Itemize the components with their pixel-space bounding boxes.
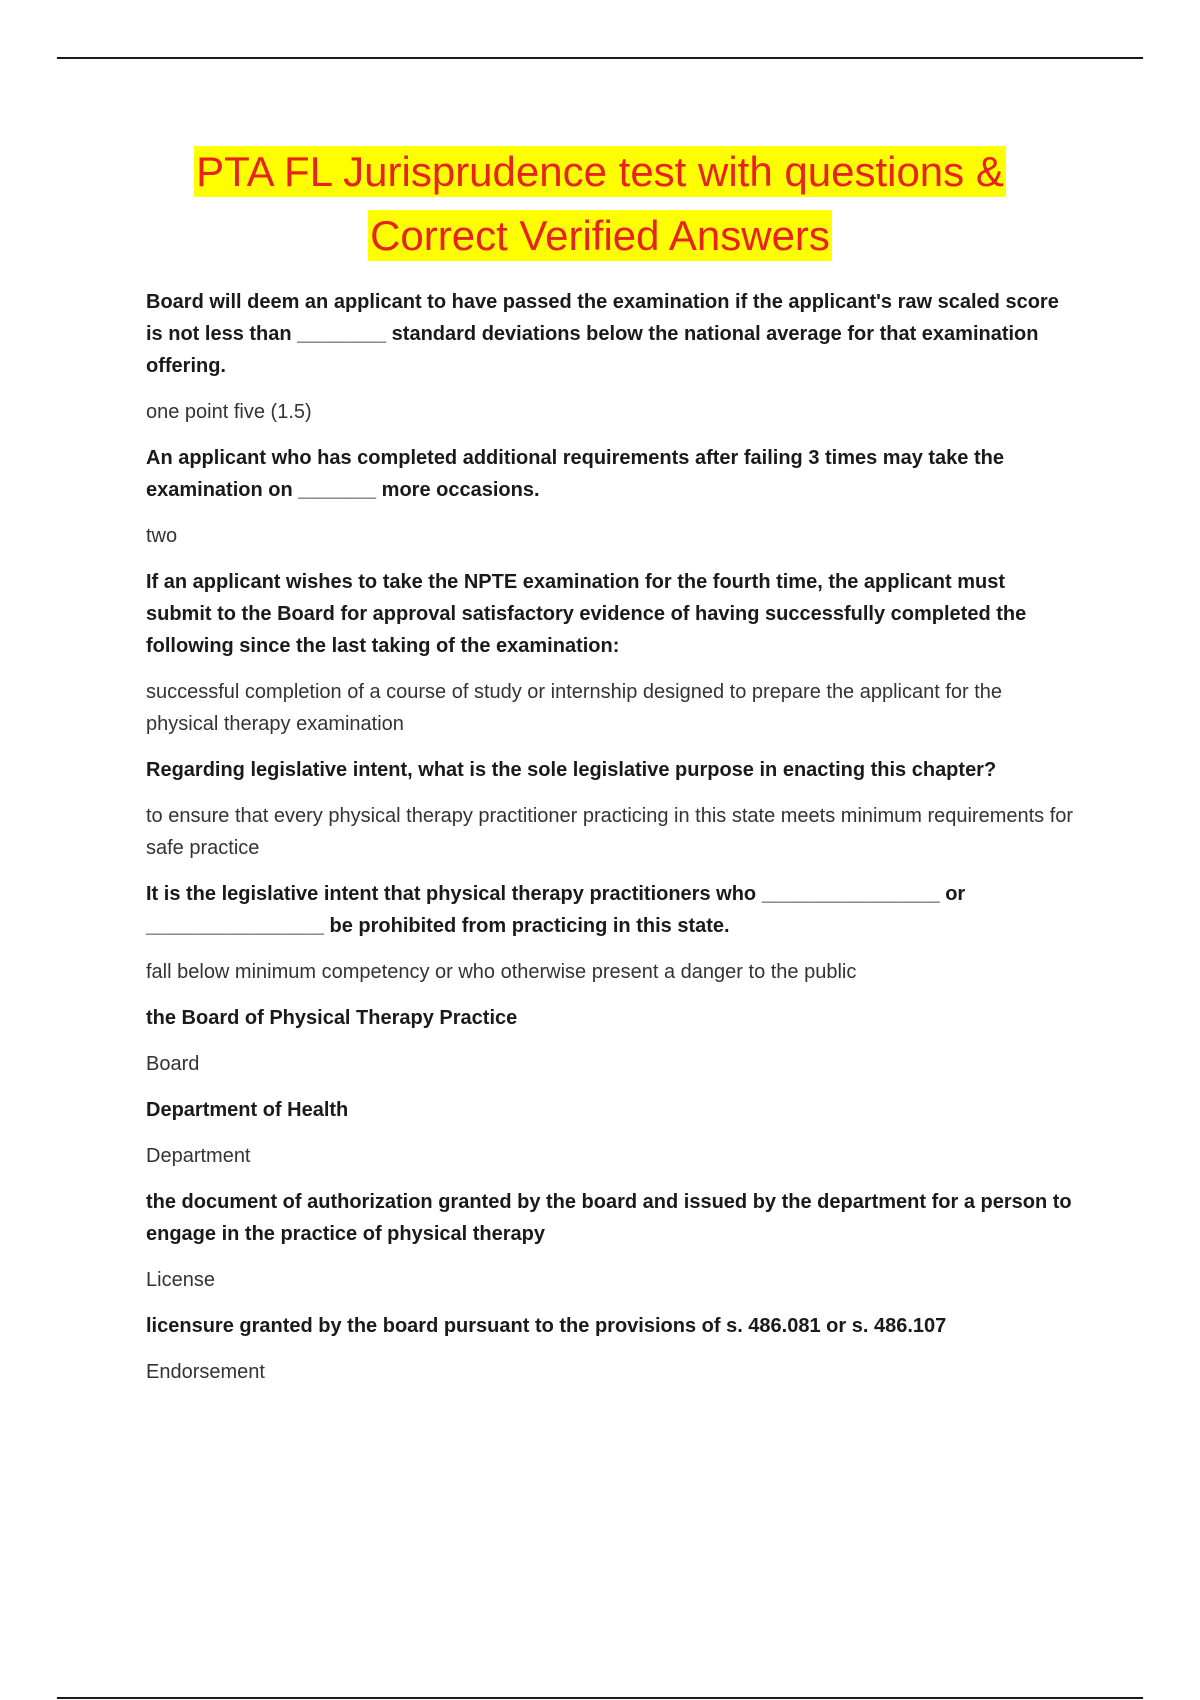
- title-line-2: Correct Verified Answers: [370, 212, 830, 259]
- answer-text: two: [146, 525, 178, 547]
- answer-text: successful completion of a course of study or internship designed to prepare the applicant for the physical therapy examination: [146, 681, 1003, 735]
- question-text: Board will deem an applicant to have passed the examination if the applicant's raw scaled score is not less than ________ standard deviations below the national average for that examination offering.: [146, 291, 1059, 377]
- question-text: It is the legislative intent that physical therapy practitioners who ________________ or ________________ be prohibited from practicing in this state.: [146, 883, 966, 937]
- answer-text: Endorsement: [146, 1361, 265, 1383]
- answer-text: fall below minimum competency or who otherwise present a danger to the public: [146, 961, 857, 983]
- question-text: the document of authorization granted by the board and issued by the department for a person to engage in the practice of physical therapy: [146, 1191, 1072, 1245]
- question-text: licensure granted by the board pursuant to the provisions of s. 486.081 or s. 486.107: [146, 1315, 947, 1337]
- question-text: the Board of Physical Therapy Practice: [146, 1007, 518, 1029]
- question-text: Regarding legislative intent, what is the sole legislative purpose in enacting this chapter?: [146, 759, 997, 781]
- top-divider: [57, 57, 1143, 59]
- answer-text: to ensure that every physical therapy practitioner practicing in this state meets minimum requirements for safe practice: [146, 805, 1074, 859]
- qa-list: [146, 286, 1076, 1402]
- answer-text: License: [146, 1269, 215, 1291]
- answer-text: one point five (1.5): [146, 401, 312, 423]
- question-text: If an applicant wishes to take the NPTE examination for the fourth time, the applicant must submit to the Board for approval satisfactory evidence of having successfully completed the following since the last taking of the examination:: [146, 571, 1027, 657]
- document-title: [120, 140, 1080, 268]
- question-text: An applicant who has completed additional requirements after failing 3 times may take the examination on _______ more occasions.: [146, 447, 1004, 501]
- answer-text: Board: [146, 1053, 200, 1075]
- answer-text: Department: [146, 1145, 251, 1167]
- title-line-1: PTA FL Jurisprudence test with questions &: [196, 148, 1004, 195]
- question-text: Department of Health: [146, 1099, 349, 1121]
- bottom-divider: [57, 1697, 1143, 1699]
